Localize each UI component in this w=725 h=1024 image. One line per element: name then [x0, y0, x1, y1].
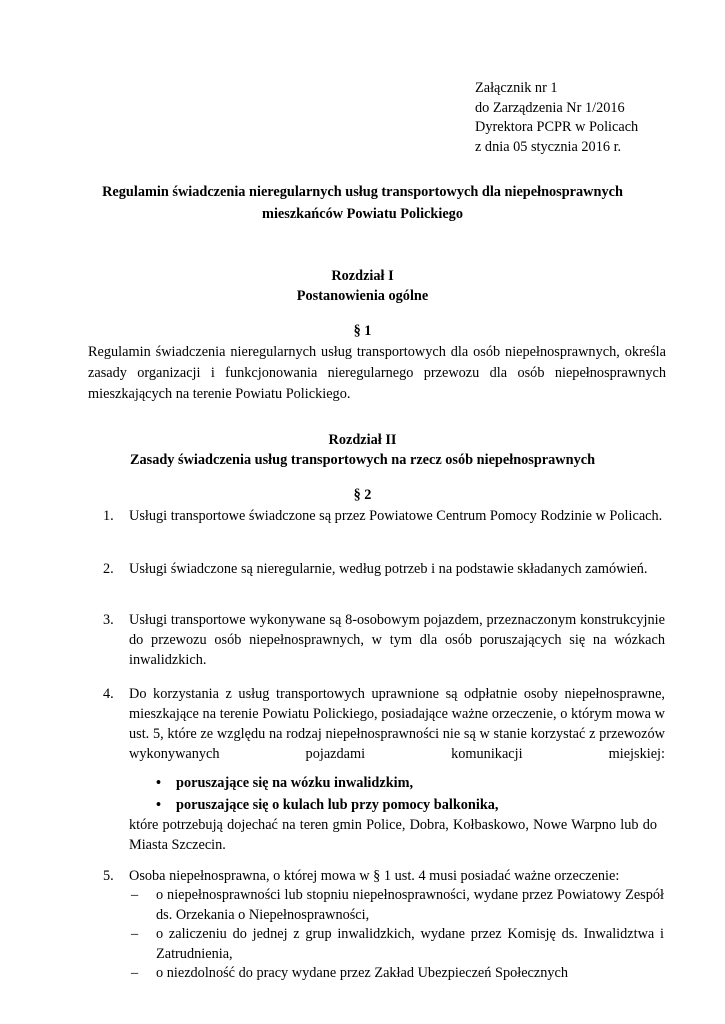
dash-icon: –: [131, 926, 139, 942]
document-title: [0, 181, 725, 225]
chapter-2-subheading: Zasady świadczenia usług transportowych na rzecz osób niepełnosprawnych: [129, 452, 596, 468]
item-4-continuation: które potrzebują dojechać na teren gmin Police, Dobra, Kołbaskowo, Nowe Warpno lub do Miasta Szczecin.: [129, 817, 657, 853]
section-1-mark: § 1: [353, 323, 372, 339]
bullet-icon: •: [156, 775, 162, 791]
list-item-text: Osoba niepełnosprawna, o której mowa w § 1 ust. 4 musi posiadać ważne orzeczenie:: [129, 868, 620, 884]
title-line-2: mieszkańców Powiatu Polickiego: [262, 206, 463, 222]
annex-line-3: Dyrektora PCPR w Policach: [475, 119, 639, 135]
chapter-1-heading: Rozdział I: [331, 268, 394, 284]
list-item-text: Usługi transportowe wykonywane są 8-osobowym pojazdem, przeznaczonym konstrukcyjnie do przewozu osób niepełnosprawnych, w tym dla osób poruszających się na wózkach inwalidzkich.: [129, 612, 665, 668]
annex-line-1: Załącznik nr 1: [475, 80, 558, 96]
title-line-1: Regulamin świadczenia nieregularnych usług transportowych dla niepełnosprawnych: [102, 184, 623, 200]
annex-line-4: z dnia 05 stycznia 2016 r.: [475, 138, 622, 155]
section-2-mark: § 2: [353, 487, 372, 503]
bullet-item: [156, 795, 499, 815]
dash-icon: –: [131, 965, 139, 981]
bullet-text: poruszające się na wózku inwalidzkim,: [176, 775, 414, 791]
dash-text: o zaliczeniu do jednej z grup inwalidzkich, wydane przez Komisję ds. Inwalidztwa i Zatrudnienia,: [156, 926, 664, 962]
chapter-1-subheading: Postanowienia ogólne: [296, 288, 429, 304]
list-item-text: Do korzystania z usług transportowych uprawnione są odpłatnie osoby niepełnosprawne, mieszkające na terenie Powiatu Polickiego, posiadające ważne orzeczenie, o którym mowa w ust. 5, które ze względu na rodzaj niepełnosprawności nie są w stanie korzystać z przewozów wykonywanych pojazdami komunikacji miejskiej:: [129, 686, 665, 762]
bullet-item: [156, 773, 414, 793]
bullet-icon: •: [156, 797, 162, 813]
dash-text: o niepełnosprawności lub stopniu niepełnosprawności, wydane przez Powiatowy Zespół ds. Orzekania o Niepełnosprawności,: [156, 887, 664, 923]
list-item-text: Usługi transportowe świadczone są przez Powiatowe Centrum Pomocy Rodzinie w Policach.: [129, 508, 663, 524]
list-item-number: 3.: [103, 612, 114, 628]
list-item-number: 4.: [103, 686, 114, 702]
section-1-text: Regulamin świadczenia nieregularnych usług transportowych dla osób niepełnosprawnych, określa zasady organizacji i funkcjonowania nieregularnego przewozu dla osób niepełnosprawnych mieszkających na terenie Powiatu Polickiego.: [88, 344, 666, 402]
list-item-number: 2.: [103, 561, 114, 577]
annex-header: [475, 79, 638, 157]
list-item-number: 5.: [103, 868, 114, 884]
list-item-number: 1.: [103, 508, 114, 524]
dash-icon: –: [131, 887, 139, 903]
list-item-text: Usługi świadczone są nieregularnie, według potrzeb i na podstawie składanych zamówień.: [129, 561, 648, 577]
bullet-text: poruszające się o kulach lub przy pomocy balkonika,: [176, 797, 499, 813]
dash-text: o niezdolność do pracy wydane przez Zakład Ubezpieczeń Społecznych: [156, 965, 569, 981]
chapter-2-heading: Rozdział II: [328, 432, 397, 448]
annex-line-2: do Zarządzenia Nr 1/2016: [475, 99, 625, 116]
